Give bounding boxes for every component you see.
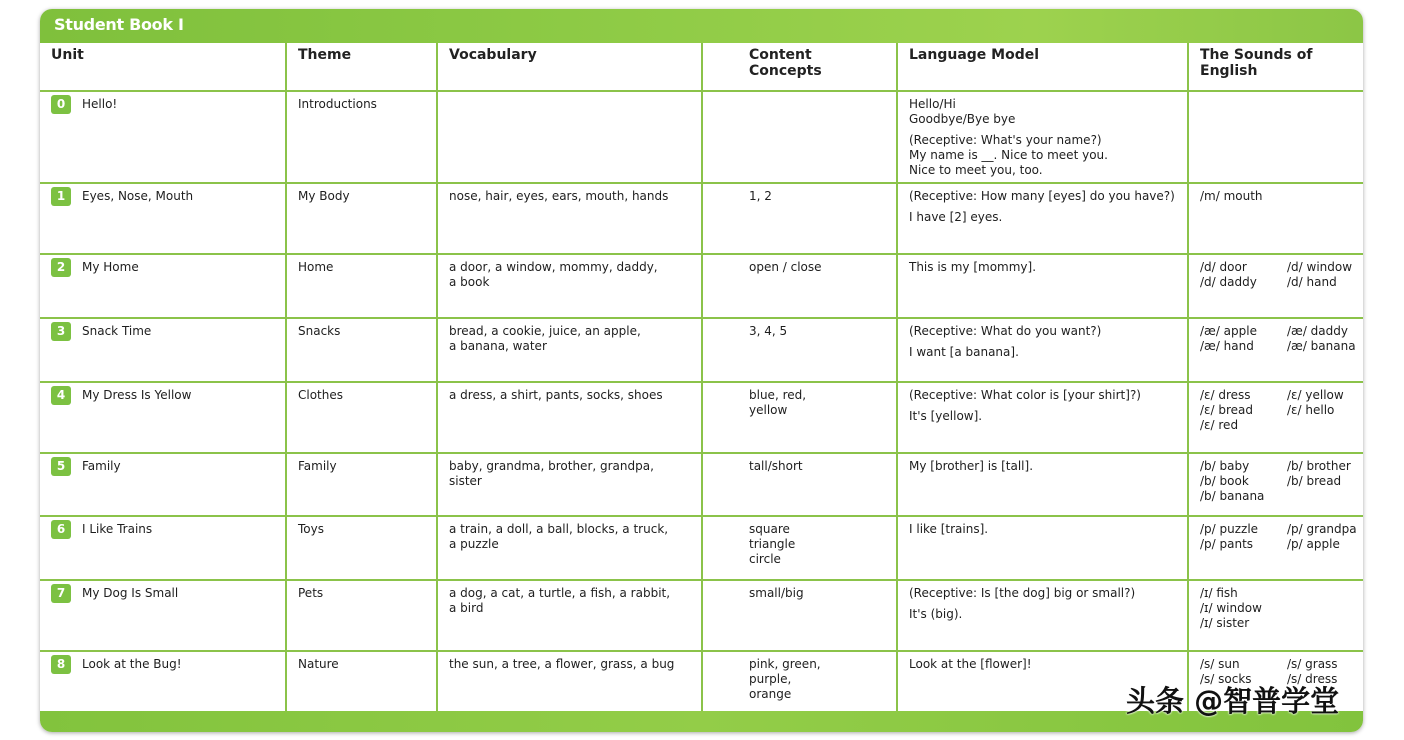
sounds-grid bbox=[1200, 324, 1356, 354]
unit-number-badge: 6 bbox=[51, 520, 71, 539]
language-cell bbox=[897, 382, 1188, 453]
vocabulary-line: bread, a cookie, juice, an apple, bbox=[449, 324, 641, 338]
sounds-cell bbox=[1188, 183, 1363, 254]
sound-item: /ɛ/ hello bbox=[1287, 403, 1335, 417]
sound-item: /ɛ/ bread bbox=[1200, 403, 1254, 417]
vocabulary-cell bbox=[437, 382, 702, 453]
content-cell bbox=[702, 516, 897, 580]
sound-item: /d/ daddy bbox=[1200, 275, 1257, 289]
content-cell bbox=[702, 453, 897, 516]
unit-cell bbox=[40, 580, 286, 651]
sounds-grid bbox=[1200, 260, 1353, 290]
sound-item: /b/ banana bbox=[1200, 489, 1265, 503]
header-sounds: The Sounds of English bbox=[1188, 43, 1363, 91]
header-unit: Unit bbox=[40, 43, 286, 91]
table-row bbox=[40, 580, 1363, 651]
theme-cell bbox=[286, 651, 437, 720]
unit-cell bbox=[40, 382, 286, 453]
language-cell bbox=[897, 580, 1188, 651]
vocabulary-line: a book bbox=[449, 275, 490, 289]
sound-item bbox=[1287, 189, 1363, 204]
sound-item: /æ/ daddy bbox=[1287, 324, 1348, 338]
table-row bbox=[40, 516, 1363, 580]
theme-text: Home bbox=[298, 260, 334, 274]
content-line: circle bbox=[749, 552, 781, 566]
language-cell bbox=[897, 318, 1188, 382]
language-line: Nice to meet you, too. bbox=[909, 163, 1043, 177]
content-cell bbox=[702, 580, 897, 651]
sound-item: /d/ window bbox=[1287, 260, 1353, 274]
sounds-grid bbox=[1200, 522, 1357, 552]
vocabulary-cell bbox=[437, 183, 702, 254]
content-cell bbox=[702, 91, 897, 183]
vocabulary-cell bbox=[437, 580, 702, 651]
content-line: small/big bbox=[749, 586, 804, 600]
sound-item bbox=[1287, 586, 1363, 601]
sound-item: /s/ socks bbox=[1200, 672, 1252, 686]
theme-cell bbox=[286, 183, 437, 254]
table-row bbox=[40, 91, 1363, 183]
sound-item: /d/ door bbox=[1200, 260, 1247, 274]
vocabulary-line: a door, a window, mommy, daddy, bbox=[449, 260, 658, 274]
theme-text: Nature bbox=[298, 657, 339, 671]
content-line: blue, red, bbox=[749, 388, 807, 402]
sound-item: /ɛ/ dress bbox=[1200, 388, 1251, 402]
theme-cell bbox=[286, 453, 437, 516]
vocabulary-line: a train, a doll, a ball, blocks, a truck, bbox=[449, 522, 669, 536]
sounds-grid bbox=[1200, 189, 1353, 204]
sound-item bbox=[1287, 489, 1363, 504]
sound-item: /ɛ/ yellow bbox=[1287, 388, 1344, 402]
theme-text: Clothes bbox=[298, 388, 343, 402]
header-content-concepts: Content Concepts bbox=[702, 43, 897, 91]
language-line: My name is __. Nice to meet you. bbox=[909, 148, 1108, 162]
language-cell bbox=[897, 254, 1188, 318]
content-line: tall/short bbox=[749, 459, 803, 473]
sound-item: /m/ mouth bbox=[1200, 189, 1263, 203]
theme-text: Toys bbox=[298, 522, 324, 536]
theme-cell bbox=[286, 382, 437, 453]
unit-name: I Like Trains bbox=[82, 522, 153, 536]
vocabulary-line: a dress, a shirt, pants, socks, shoes bbox=[449, 388, 663, 402]
sound-item bbox=[1287, 601, 1363, 616]
vocabulary-cell bbox=[437, 651, 702, 720]
header-theme: Theme bbox=[286, 43, 437, 91]
curriculum-card bbox=[40, 9, 1363, 732]
theme-cell bbox=[286, 580, 437, 651]
vocabulary-line: a banana, water bbox=[449, 339, 547, 353]
sound-item bbox=[1287, 616, 1363, 631]
content-line: pink, green, bbox=[749, 657, 821, 671]
sound-item: /b/ book bbox=[1200, 474, 1249, 488]
theme-cell bbox=[286, 516, 437, 580]
table-row bbox=[40, 254, 1363, 318]
sound-item: /b/ brother bbox=[1287, 459, 1351, 473]
language-line: It's [yellow]. bbox=[909, 409, 983, 423]
content-cell bbox=[702, 254, 897, 318]
unit-cell bbox=[40, 516, 286, 580]
content-line: yellow bbox=[749, 403, 788, 417]
vocabulary-cell bbox=[437, 318, 702, 382]
vocabulary-cell bbox=[437, 254, 702, 318]
language-line: (Receptive: How many [eyes] do you have?) bbox=[909, 189, 1175, 203]
theme-text: Family bbox=[298, 459, 337, 473]
theme-cell bbox=[286, 254, 437, 318]
content-line: purple, bbox=[749, 672, 792, 686]
language-cell bbox=[897, 91, 1188, 183]
sound-item: /b/ baby bbox=[1200, 459, 1250, 473]
content-line: triangle bbox=[749, 537, 796, 551]
sound-item: /p/ puzzle bbox=[1200, 522, 1259, 536]
theme-cell bbox=[286, 91, 437, 183]
content-cell bbox=[702, 382, 897, 453]
sounds-grid bbox=[1200, 459, 1353, 504]
vocabulary-line: a puzzle bbox=[449, 537, 499, 551]
unit-name: Hello! bbox=[82, 97, 118, 111]
unit-number-badge: 7 bbox=[51, 584, 71, 603]
sounds-cell bbox=[1188, 382, 1363, 453]
language-line: (Receptive: What's your name?) bbox=[909, 133, 1102, 147]
unit-number-badge: 0 bbox=[51, 95, 71, 114]
unit-cell bbox=[40, 254, 286, 318]
unit-number-badge: 8 bbox=[51, 655, 71, 674]
content-line: 3, 4, 5 bbox=[749, 324, 788, 338]
unit-cell bbox=[40, 651, 286, 720]
theme-text: My Body bbox=[298, 189, 350, 203]
vocabulary-line: sister bbox=[449, 474, 482, 488]
unit-cell bbox=[40, 91, 286, 183]
content-line: 1, 2 bbox=[749, 189, 772, 203]
unit-number-badge: 2 bbox=[51, 258, 71, 277]
unit-name: My Dress Is Yellow bbox=[82, 388, 192, 402]
sound-item: /p/ grandpa bbox=[1287, 522, 1357, 536]
unit-name: Look at the Bug! bbox=[82, 657, 182, 671]
unit-number-badge: 3 bbox=[51, 322, 71, 341]
language-line: This is my [mommy]. bbox=[909, 260, 1037, 274]
theme-text: Pets bbox=[298, 586, 324, 600]
watermark: 头条 @智普学堂 bbox=[1126, 684, 1340, 718]
sound-item: /s/ sun bbox=[1200, 657, 1240, 671]
unit-name: My Home bbox=[82, 260, 139, 274]
sounds-grid bbox=[1200, 388, 1353, 433]
vocabulary-cell bbox=[437, 91, 702, 183]
sound-item: /s/ grass bbox=[1287, 657, 1338, 671]
language-line: (Receptive: What do you want?) bbox=[909, 324, 1102, 338]
sound-item: /ɪ/ sister bbox=[1200, 616, 1250, 630]
theme-cell bbox=[286, 318, 437, 382]
unit-number-badge: 1 bbox=[51, 187, 71, 206]
sound-item: /d/ hand bbox=[1287, 275, 1337, 289]
unit-number-badge: 5 bbox=[51, 457, 71, 476]
table-row bbox=[40, 183, 1363, 254]
language-line: My [brother] is [tall]. bbox=[909, 459, 1034, 473]
content-line: square bbox=[749, 522, 790, 536]
header-vocabulary: Vocabulary bbox=[437, 43, 702, 91]
sound-item: /b/ bread bbox=[1287, 474, 1342, 488]
sound-item: /æ/ apple bbox=[1200, 324, 1257, 338]
theme-text: Introductions bbox=[298, 97, 377, 111]
header-language-model: Language Model bbox=[897, 43, 1188, 91]
sound-item: /p/ apple bbox=[1287, 537, 1340, 551]
sounds-cell bbox=[1188, 91, 1363, 183]
sound-item: /ɪ/ window bbox=[1200, 601, 1262, 615]
sound-item: /p/ pants bbox=[1200, 537, 1254, 551]
table-row bbox=[40, 318, 1363, 382]
language-line: Hello/Hi bbox=[909, 97, 956, 111]
table-row bbox=[40, 453, 1363, 516]
header-row bbox=[40, 43, 1363, 91]
sound-item: /æ/ banana bbox=[1287, 339, 1356, 353]
vocabulary-line: the sun, a tree, a flower, grass, a bug bbox=[449, 657, 675, 671]
language-line: Look at the [flower]! bbox=[909, 657, 1032, 671]
unit-name: Snack Time bbox=[82, 324, 152, 338]
vocabulary-cell bbox=[437, 516, 702, 580]
content-line: orange bbox=[749, 687, 792, 701]
content-cell bbox=[702, 651, 897, 720]
theme-text: Snacks bbox=[298, 324, 341, 338]
sound-item: /æ/ hand bbox=[1200, 339, 1254, 353]
title-bar bbox=[40, 9, 1363, 43]
vocabulary-line: a bird bbox=[449, 601, 484, 615]
language-line: I like [trains]. bbox=[909, 522, 989, 536]
unit-cell bbox=[40, 318, 286, 382]
sound-item: /ɪ/ fish bbox=[1200, 586, 1238, 600]
unit-name: My Dog Is Small bbox=[82, 586, 179, 600]
sound-item bbox=[1287, 418, 1363, 433]
language-line: (Receptive: What color is [your shirt]?) bbox=[909, 388, 1141, 402]
sounds-cell bbox=[1188, 453, 1363, 516]
unit-cell bbox=[40, 453, 286, 516]
language-line: Goodbye/Bye bye bbox=[909, 112, 1016, 126]
table-row bbox=[40, 382, 1363, 453]
content-cell bbox=[702, 318, 897, 382]
vocabulary-line: nose, hair, eyes, ears, mouth, hands bbox=[449, 189, 669, 203]
curriculum-table bbox=[40, 43, 1363, 721]
language-line: It's (big). bbox=[909, 607, 963, 621]
sounds-grid bbox=[1200, 586, 1353, 631]
language-line: I want [a banana]. bbox=[909, 345, 1019, 359]
language-cell bbox=[897, 453, 1188, 516]
content-cell bbox=[702, 183, 897, 254]
sounds-cell bbox=[1188, 318, 1363, 382]
language-cell bbox=[897, 183, 1188, 254]
sounds-cell bbox=[1188, 580, 1363, 651]
sound-item: /s/ dress bbox=[1287, 672, 1338, 686]
language-cell bbox=[897, 516, 1188, 580]
sounds-cell bbox=[1188, 254, 1363, 318]
unit-name: Eyes, Nose, Mouth bbox=[82, 189, 194, 203]
content-line: open / close bbox=[749, 260, 822, 274]
language-line: I have [2] eyes. bbox=[909, 210, 1003, 224]
unit-number-badge: 4 bbox=[51, 386, 71, 405]
page-title: Student Book I bbox=[54, 15, 184, 34]
unit-name: Family bbox=[82, 459, 121, 473]
language-line: (Receptive: Is [the dog] big or small?) bbox=[909, 586, 1136, 600]
unit-cell bbox=[40, 183, 286, 254]
vocabulary-line: baby, grandma, brother, grandpa, bbox=[449, 459, 654, 473]
vocabulary-cell bbox=[437, 453, 702, 516]
vocabulary-line: a dog, a cat, a turtle, a fish, a rabbit, bbox=[449, 586, 671, 600]
sound-item: /ɛ/ red bbox=[1200, 418, 1239, 432]
sounds-cell bbox=[1188, 516, 1363, 580]
